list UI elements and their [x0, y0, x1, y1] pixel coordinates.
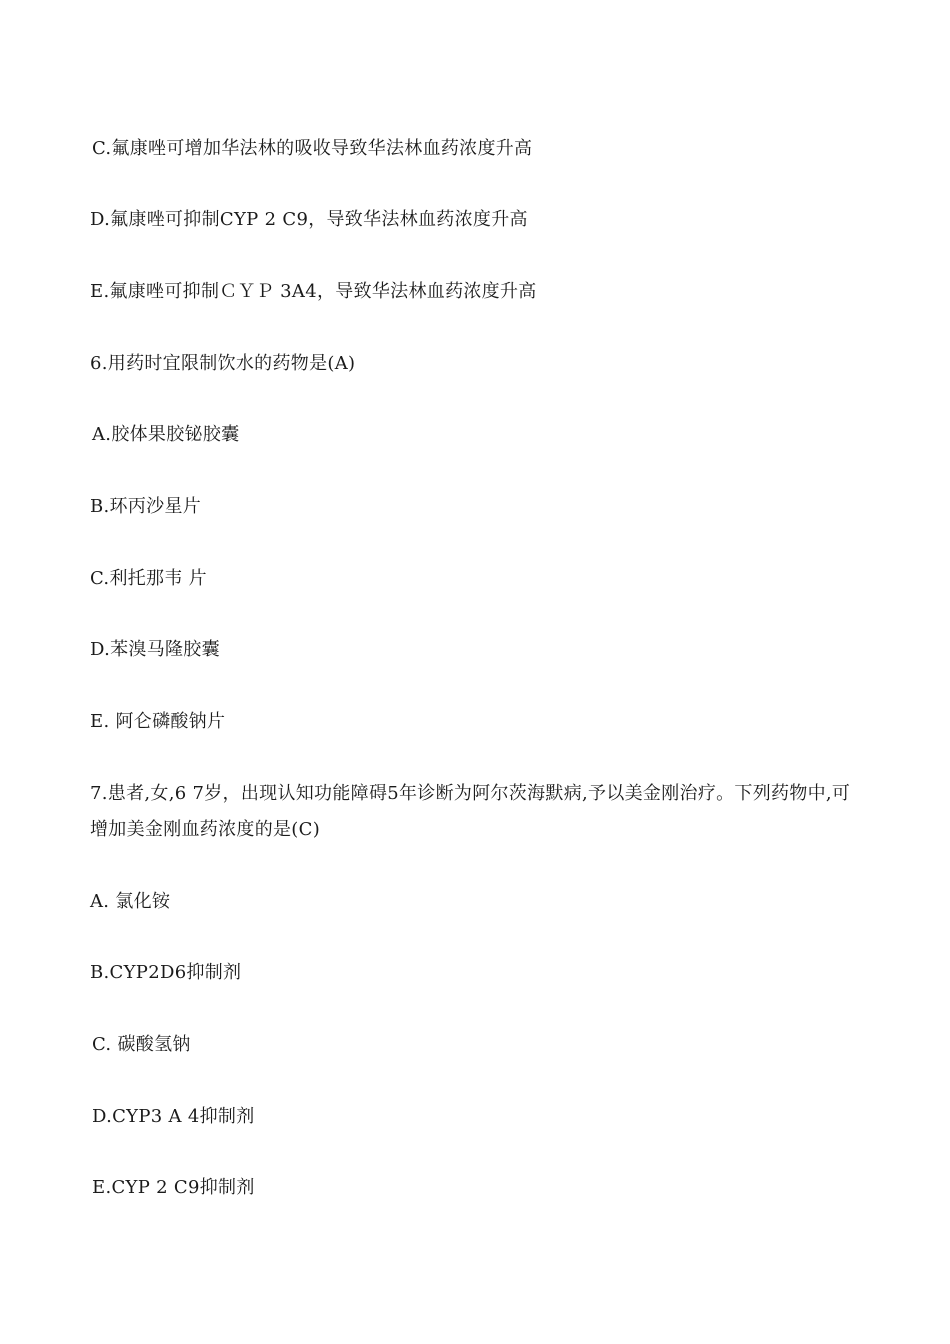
- option-e-q5: E.氟康唑可抑制ＣＹＰ 3A4，导致华法林血药浓度升高: [90, 281, 537, 302]
- option-b-q6: B.环丙沙星片: [90, 496, 202, 517]
- option-d-q7: D.CYP3 A 4抑制剂: [92, 1106, 255, 1127]
- option-e-q6: E. 阿仑磷酸钠片: [90, 711, 226, 732]
- option-d-q6: D.苯溴马隆胶囊: [90, 639, 220, 660]
- option-b-q7: B.CYP2D6抑制剂: [90, 962, 242, 983]
- option-d-q5: D.氟康唑可抑制CYP 2 C9，导致华法林血药浓度升高: [90, 209, 528, 230]
- option-a-q7: A. 氯化铵: [90, 891, 171, 912]
- option-a-q6: A.胶体果胶铋胶囊: [92, 424, 240, 445]
- option-c-q6: C.利托那韦 片: [90, 568, 207, 589]
- option-c-q5: C.氟康唑可增加华法林的吸收导致华法林血药浓度升高: [92, 138, 533, 159]
- question-7: 7.患者,女,6 7岁，出现认知功能障碍5年诊断为阿尔茨海默病,予以美金刚治疗。下列药物中,可增加美金刚血药浓度的是(C): [90, 783, 851, 840]
- question-6: 6.用药时宜限制饮水的药物是(A): [90, 353, 356, 374]
- option-e-q7: E.CYP 2 C9抑制剂: [92, 1177, 255, 1198]
- option-c-q7: C. 碳酸氢钠: [92, 1034, 191, 1055]
